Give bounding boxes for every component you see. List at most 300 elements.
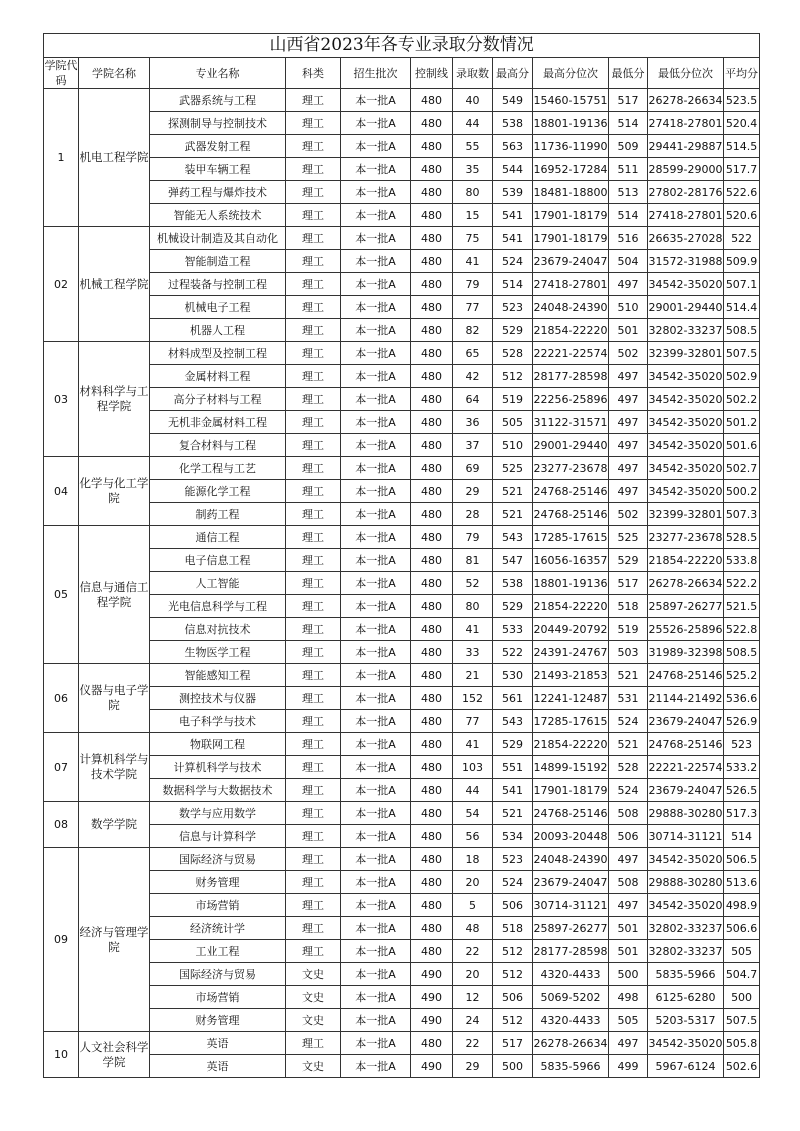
category-cell: 理工: [286, 273, 341, 296]
major-name-cell: 国际经济与贸易: [150, 963, 286, 986]
batch-cell: 本一批A: [341, 710, 411, 733]
admitted-cell: 79: [453, 526, 493, 549]
admitted-cell: 65: [453, 342, 493, 365]
max-rank-cell: 5835-5966: [533, 1055, 609, 1078]
min-score-cell: 511: [609, 158, 648, 181]
min-rank-cell: 22221-22574: [648, 756, 724, 779]
min-rank-cell: 25897-26277: [648, 595, 724, 618]
major-name-cell: 市场营销: [150, 986, 286, 1009]
min-score-cell: 501: [609, 319, 648, 342]
table-row: [44, 802, 760, 825]
min-rank-cell: 27418-27801: [648, 204, 724, 227]
control-line-cell: 480: [411, 917, 453, 940]
avg-score-cell: 502.9: [724, 365, 760, 388]
batch-cell: 本一批A: [341, 411, 411, 434]
min-rank-cell: 28599-29000: [648, 158, 724, 181]
max-rank-cell: 18481-18800: [533, 181, 609, 204]
avg-score-cell: 523: [724, 733, 760, 756]
table-row: [44, 687, 760, 710]
school-code-cell: 04: [44, 457, 79, 526]
school-name-cell: 机电工程学院: [79, 89, 150, 227]
min-rank-cell: 31989-32398: [648, 641, 724, 664]
min-score-cell: 509: [609, 135, 648, 158]
control-line-cell: 480: [411, 365, 453, 388]
admitted-cell: 15: [453, 204, 493, 227]
avg-score-cell: 517.7: [724, 158, 760, 181]
admitted-cell: 77: [453, 296, 493, 319]
min-score-cell: 503: [609, 641, 648, 664]
avg-score-cell: 509.9: [724, 250, 760, 273]
major-name-cell: 生物医学工程: [150, 641, 286, 664]
control-line-cell: 480: [411, 572, 453, 595]
min-rank-cell: 31572-31988: [648, 250, 724, 273]
table-row: [44, 503, 760, 526]
control-line-cell: 480: [411, 526, 453, 549]
control-line-cell: 480: [411, 871, 453, 894]
min-rank-cell: 34542-35020: [648, 434, 724, 457]
min-score-cell: 517: [609, 89, 648, 112]
min-rank-cell: 24768-25146: [648, 664, 724, 687]
min-score-cell: 501: [609, 940, 648, 963]
admitted-cell: 75: [453, 227, 493, 250]
max-score-cell: 547: [493, 549, 533, 572]
table-row: [44, 549, 760, 572]
control-line-cell: 480: [411, 687, 453, 710]
category-cell: 理工: [286, 894, 341, 917]
avg-score-cell: 514: [724, 825, 760, 848]
category-cell: 理工: [286, 365, 341, 388]
max-score-cell: 505: [493, 411, 533, 434]
max-rank-cell: 21854-22220: [533, 733, 609, 756]
avg-score-cell: 520.4: [724, 112, 760, 135]
table-row: [44, 572, 760, 595]
batch-cell: 本一批A: [341, 342, 411, 365]
avg-score-cell: 506.6: [724, 917, 760, 940]
major-name-cell: 测控技术与仪器: [150, 687, 286, 710]
min-score-cell: 497: [609, 365, 648, 388]
batch-cell: 本一批A: [341, 779, 411, 802]
major-name-cell: 国际经济与贸易: [150, 848, 286, 871]
school-name-cell: 经济与管理学院: [79, 848, 150, 1032]
max-rank-cell: 24048-24390: [533, 848, 609, 871]
max-rank-cell: 23679-24047: [533, 871, 609, 894]
batch-cell: 本一批A: [341, 687, 411, 710]
avg-score-cell: 522.2: [724, 572, 760, 595]
min-rank-cell: 32399-32801: [648, 503, 724, 526]
score-table-sheet: [43, 33, 759, 1078]
batch-cell: 本一批A: [341, 526, 411, 549]
avg-score-cell: 502.6: [724, 1055, 760, 1078]
school-name-cell: 计算机科学与技术学院: [79, 733, 150, 802]
batch-cell: 本一批A: [341, 963, 411, 986]
category-cell: 理工: [286, 457, 341, 480]
avg-score-cell: 507.5: [724, 1009, 760, 1032]
max-rank-cell: 28177-28598: [533, 940, 609, 963]
max-rank-cell: 11736-11990: [533, 135, 609, 158]
batch-cell: 本一批A: [341, 595, 411, 618]
admitted-cell: 69: [453, 457, 493, 480]
admitted-cell: 22: [453, 1032, 493, 1055]
control-line-cell: 480: [411, 940, 453, 963]
min-score-cell: 497: [609, 273, 648, 296]
category-cell: 文史: [286, 986, 341, 1009]
avg-score-cell: 502.7: [724, 457, 760, 480]
school-name-cell: 人文社会科学学院: [79, 1032, 150, 1078]
min-rank-cell: 34542-35020: [648, 457, 724, 480]
major-name-cell: 机械电子工程: [150, 296, 286, 319]
school-code-cell: 06: [44, 664, 79, 733]
max-score-cell: 506: [493, 894, 533, 917]
header-school-code: 学院代码: [44, 59, 78, 87]
max-score-cell: 561: [493, 687, 533, 710]
avg-score-cell: 501.2: [724, 411, 760, 434]
major-name-cell: 探测制导与控制技术: [150, 112, 286, 135]
major-name-cell: 机器人工程: [150, 319, 286, 342]
avg-score-cell: 528.5: [724, 526, 760, 549]
admitted-cell: 41: [453, 733, 493, 756]
major-name-cell: 财务管理: [150, 871, 286, 894]
admitted-cell: 48: [453, 917, 493, 940]
avg-score-cell: 523.5: [724, 89, 760, 112]
category-cell: 理工: [286, 871, 341, 894]
major-name-cell: 经济统计学: [150, 917, 286, 940]
avg-score-cell: 513.6: [724, 871, 760, 894]
min-score-cell: 516: [609, 227, 648, 250]
major-name-cell: 高分子材料与工程: [150, 388, 286, 411]
category-cell: 理工: [286, 687, 341, 710]
admitted-cell: 152: [453, 687, 493, 710]
admitted-cell: 79: [453, 273, 493, 296]
category-cell: 理工: [286, 296, 341, 319]
min-score-cell: 524: [609, 710, 648, 733]
header-control-line: 控制线: [411, 58, 453, 89]
min-rank-cell: 34542-35020: [648, 1032, 724, 1055]
max-score-cell: 518: [493, 917, 533, 940]
max-score-cell: 549: [493, 89, 533, 112]
category-cell: 理工: [286, 227, 341, 250]
category-cell: 理工: [286, 1032, 341, 1055]
category-cell: 理工: [286, 779, 341, 802]
admitted-cell: 33: [453, 641, 493, 664]
avg-score-cell: 520.6: [724, 204, 760, 227]
max-score-cell: 519: [493, 388, 533, 411]
batch-cell: 本一批A: [341, 457, 411, 480]
category-cell: 理工: [286, 825, 341, 848]
max-rank-cell: 20093-20448: [533, 825, 609, 848]
avg-score-cell: 526.9: [724, 710, 760, 733]
max-rank-cell: 24391-24767: [533, 641, 609, 664]
min-rank-cell: 34542-35020: [648, 480, 724, 503]
avg-score-cell: 507.1: [724, 273, 760, 296]
category-cell: 理工: [286, 733, 341, 756]
batch-cell: 本一批A: [341, 319, 411, 342]
control-line-cell: 490: [411, 1055, 453, 1078]
max-rank-cell: 5069-5202: [533, 986, 609, 1009]
major-name-cell: 市场营销: [150, 894, 286, 917]
min-score-cell: 510: [609, 296, 648, 319]
major-name-cell: 计算机科学与技术: [150, 756, 286, 779]
category-cell: 理工: [286, 181, 341, 204]
min-score-cell: 499: [609, 1055, 648, 1078]
header-avg-score: 平均分: [724, 58, 760, 89]
min-rank-cell: 34542-35020: [648, 388, 724, 411]
major-name-cell: 智能无人系统技术: [150, 204, 286, 227]
min-rank-cell: 29441-29887: [648, 135, 724, 158]
control-line-cell: 480: [411, 89, 453, 112]
major-name-cell: 武器系统与工程: [150, 89, 286, 112]
category-cell: 理工: [286, 641, 341, 664]
batch-cell: 本一批A: [341, 158, 411, 181]
table-row: [44, 986, 760, 1009]
max-score-cell: 523: [493, 848, 533, 871]
min-score-cell: 497: [609, 1032, 648, 1055]
category-cell: 理工: [286, 848, 341, 871]
major-name-cell: 能源化学工程: [150, 480, 286, 503]
min-rank-cell: 5967-6124: [648, 1055, 724, 1078]
control-line-cell: 480: [411, 411, 453, 434]
batch-cell: 本一批A: [341, 1032, 411, 1055]
max-score-cell: 529: [493, 733, 533, 756]
avg-score-cell: 514.4: [724, 296, 760, 319]
min-rank-cell: 26278-26634: [648, 89, 724, 112]
min-rank-cell: 26635-27028: [648, 227, 724, 250]
max-score-cell: 563: [493, 135, 533, 158]
control-line-cell: 480: [411, 227, 453, 250]
table-row: [44, 1055, 760, 1078]
table-row: [44, 227, 760, 250]
batch-cell: 本一批A: [341, 894, 411, 917]
admitted-cell: 37: [453, 434, 493, 457]
batch-cell: 本一批A: [341, 135, 411, 158]
max-rank-cell: 24048-24390: [533, 296, 609, 319]
batch-cell: 本一批A: [341, 388, 411, 411]
category-cell: 理工: [286, 802, 341, 825]
avg-score-cell: 502.2: [724, 388, 760, 411]
table-row: [44, 894, 760, 917]
max-score-cell: 510: [493, 434, 533, 457]
max-score-cell: 521: [493, 480, 533, 503]
school-name-cell: 数学学院: [79, 802, 150, 848]
header-row: [44, 58, 760, 89]
batch-cell: 本一批A: [341, 1055, 411, 1078]
max-score-cell: 525: [493, 457, 533, 480]
admitted-cell: 55: [453, 135, 493, 158]
min-rank-cell: 26278-26634: [648, 572, 724, 595]
control-line-cell: 480: [411, 618, 453, 641]
min-score-cell: 531: [609, 687, 648, 710]
max-score-cell: 512: [493, 963, 533, 986]
max-score-cell: 517: [493, 1032, 533, 1055]
max-score-cell: 538: [493, 112, 533, 135]
max-score-cell: 544: [493, 158, 533, 181]
batch-cell: 本一批A: [341, 112, 411, 135]
major-name-cell: 智能感知工程: [150, 664, 286, 687]
table-row: [44, 342, 760, 365]
max-score-cell: 551: [493, 756, 533, 779]
major-name-cell: 过程装备与控制工程: [150, 273, 286, 296]
table-row: [44, 917, 760, 940]
category-cell: 理工: [286, 940, 341, 963]
min-score-cell: 508: [609, 871, 648, 894]
control-line-cell: 480: [411, 181, 453, 204]
avg-score-cell: 506.5: [724, 848, 760, 871]
batch-cell: 本一批A: [341, 365, 411, 388]
max-score-cell: 506: [493, 986, 533, 1009]
control-line-cell: 480: [411, 158, 453, 181]
major-name-cell: 武器发射工程: [150, 135, 286, 158]
min-score-cell: 497: [609, 457, 648, 480]
major-name-cell: 电子科学与技术: [150, 710, 286, 733]
page-title: 山西省2023年各专业录取分数情况: [44, 34, 760, 58]
major-name-cell: 无机非金属材料工程: [150, 411, 286, 434]
control-line-cell: 480: [411, 779, 453, 802]
min-rank-cell: 34542-35020: [648, 273, 724, 296]
table-row: [44, 411, 760, 434]
category-cell: 理工: [286, 572, 341, 595]
control-line-cell: 480: [411, 434, 453, 457]
min-score-cell: 497: [609, 411, 648, 434]
major-name-cell: 财务管理: [150, 1009, 286, 1032]
min-score-cell: 524: [609, 779, 648, 802]
control-line-cell: 480: [411, 457, 453, 480]
table-row: [44, 848, 760, 871]
table-row: [44, 825, 760, 848]
max-rank-cell: 24768-25146: [533, 802, 609, 825]
max-rank-cell: 21854-22220: [533, 319, 609, 342]
category-cell: 理工: [286, 618, 341, 641]
max-rank-cell: 17285-17615: [533, 710, 609, 733]
max-rank-cell: 17901-18179: [533, 204, 609, 227]
table-row: [44, 434, 760, 457]
table-row: [44, 158, 760, 181]
max-rank-cell: 26278-26634: [533, 1032, 609, 1055]
max-score-cell: 543: [493, 710, 533, 733]
admitted-cell: 44: [453, 112, 493, 135]
major-name-cell: 制药工程: [150, 503, 286, 526]
min-score-cell: 513: [609, 181, 648, 204]
header-max-rank: 最高分位次: [533, 58, 609, 89]
admitted-cell: 20: [453, 871, 493, 894]
category-cell: 理工: [286, 756, 341, 779]
admitted-cell: 77: [453, 710, 493, 733]
avg-score-cell: 501.6: [724, 434, 760, 457]
table-row: [44, 319, 760, 342]
control-line-cell: 490: [411, 963, 453, 986]
max-score-cell: 521: [493, 802, 533, 825]
major-name-cell: 材料成型及控制工程: [150, 342, 286, 365]
min-score-cell: 529: [609, 549, 648, 572]
min-score-cell: 497: [609, 848, 648, 871]
control-line-cell: 480: [411, 250, 453, 273]
table-row: [44, 365, 760, 388]
major-name-cell: 人工智能: [150, 572, 286, 595]
max-rank-cell: 15460-15751: [533, 89, 609, 112]
major-name-cell: 数学与应用数学: [150, 802, 286, 825]
school-code-cell: 02: [44, 227, 79, 342]
min-score-cell: 498: [609, 986, 648, 1009]
avg-score-cell: 536.6: [724, 687, 760, 710]
admitted-cell: 5: [453, 894, 493, 917]
category-cell: 理工: [286, 112, 341, 135]
admitted-cell: 80: [453, 181, 493, 204]
batch-cell: 本一批A: [341, 296, 411, 319]
header-batch: 招生批次: [341, 58, 411, 89]
admitted-cell: 56: [453, 825, 493, 848]
control-line-cell: 480: [411, 112, 453, 135]
avg-score-cell: 507.5: [724, 342, 760, 365]
table-row: [44, 181, 760, 204]
control-line-cell: 480: [411, 894, 453, 917]
max-score-cell: 524: [493, 871, 533, 894]
category-cell: 理工: [286, 710, 341, 733]
admitted-cell: 21: [453, 664, 493, 687]
min-score-cell: 501: [609, 917, 648, 940]
control-line-cell: 480: [411, 756, 453, 779]
min-score-cell: 514: [609, 112, 648, 135]
min-rank-cell: 5203-5317: [648, 1009, 724, 1032]
major-name-cell: 工业工程: [150, 940, 286, 963]
category-cell: 理工: [286, 917, 341, 940]
max-rank-cell: 24768-25146: [533, 480, 609, 503]
admitted-cell: 20: [453, 963, 493, 986]
batch-cell: 本一批A: [341, 250, 411, 273]
category-cell: 文史: [286, 1055, 341, 1078]
max-rank-cell: 18801-19136: [533, 572, 609, 595]
admitted-cell: 36: [453, 411, 493, 434]
admitted-cell: 52: [453, 572, 493, 595]
category-cell: 理工: [286, 388, 341, 411]
admission-score-table: [43, 33, 760, 1078]
min-score-cell: 519: [609, 618, 648, 641]
batch-cell: 本一批A: [341, 503, 411, 526]
max-rank-cell: 16952-17284: [533, 158, 609, 181]
max-score-cell: 539: [493, 181, 533, 204]
batch-cell: 本一批A: [341, 618, 411, 641]
max-score-cell: 514: [493, 273, 533, 296]
max-rank-cell: 29001-29440: [533, 434, 609, 457]
table-row: [44, 1009, 760, 1032]
admitted-cell: 64: [453, 388, 493, 411]
table-row: [44, 779, 760, 802]
table-row: [44, 756, 760, 779]
table-row: [44, 871, 760, 894]
min-rank-cell: 5835-5966: [648, 963, 724, 986]
min-rank-cell: 34542-35020: [648, 894, 724, 917]
max-score-cell: 512: [493, 940, 533, 963]
batch-cell: 本一批A: [341, 733, 411, 756]
max-score-cell: 541: [493, 204, 533, 227]
control-line-cell: 490: [411, 1009, 453, 1032]
avg-score-cell: 500: [724, 986, 760, 1009]
control-line-cell: 480: [411, 848, 453, 871]
batch-cell: 本一批A: [341, 940, 411, 963]
min-rank-cell: 32399-32801: [648, 342, 724, 365]
major-name-cell: 弹药工程与爆炸技术: [150, 181, 286, 204]
control-line-cell: 480: [411, 549, 453, 572]
min-score-cell: 528: [609, 756, 648, 779]
avg-score-cell: 517.3: [724, 802, 760, 825]
admitted-cell: 24: [453, 1009, 493, 1032]
table-row: [44, 480, 760, 503]
min-rank-cell: 29001-29440: [648, 296, 724, 319]
major-name-cell: 电子信息工程: [150, 549, 286, 572]
category-cell: 理工: [286, 204, 341, 227]
school-code-cell: 08: [44, 802, 79, 848]
table-row: [44, 963, 760, 986]
max-rank-cell: 17901-18179: [533, 779, 609, 802]
major-name-cell: 复合材料与工程: [150, 434, 286, 457]
control-line-cell: 480: [411, 388, 453, 411]
